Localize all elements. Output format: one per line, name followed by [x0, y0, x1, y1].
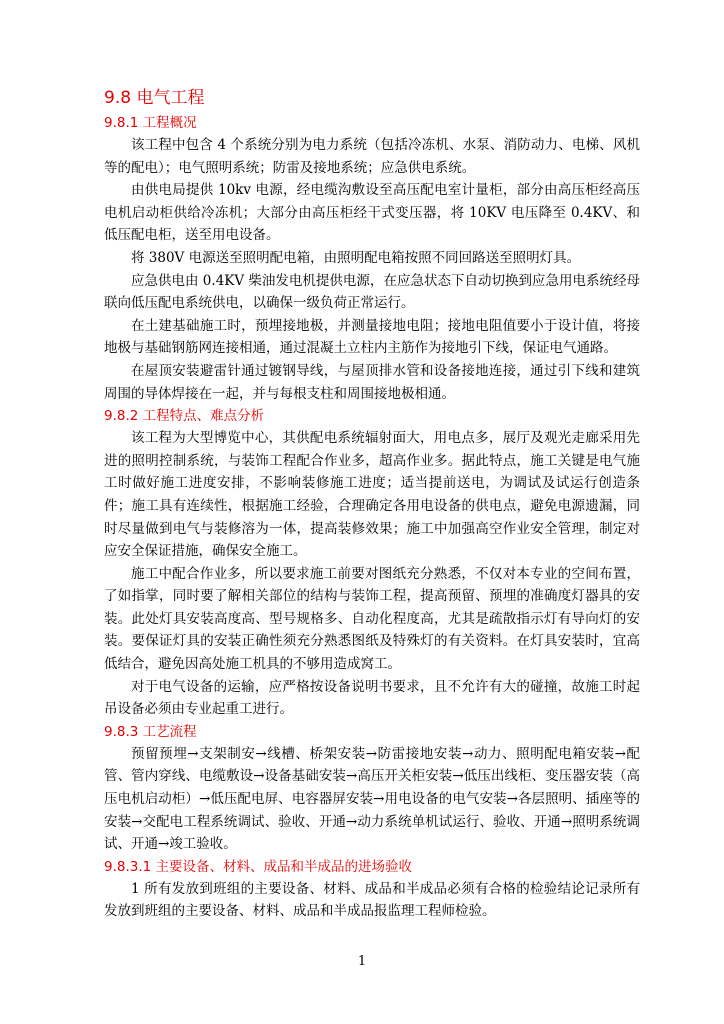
paragraph: 由供电局提供 10kv 电源，经电缆沟敷设至高压配电室计量柜，部分由高压柜经高压电机启动柜供给冷冻机；大部分由高压柜经干式变压器，将 10KV 电压降至 0.4KV、和低压配电柜，送至用电设备。: [104, 182, 640, 244]
paragraph: 施工中配合作业多，所以要求施工前要对图纸充分熟悉，不仅对本专业的空间布置，了如指掌，同时要了解相关部位的结构与装饰工程，提高预留、预埋的准确度灯器具的安装。此处灯具安装高度高、型号规格多、自动化程度高，尤其是疏散指示灯有导向灯的安装。要保证灯具的安装正确性须充分熟悉图纸及特殊灯的有关资料。在灯具安装时，宜高低结合，避免因高处施工机具的不够用造成窝工。: [104, 565, 640, 673]
section-title: 9.8 电气工程: [104, 88, 205, 108]
document-page: [104, 86, 640, 923]
paragraph: 在土建基础施工时，预埋接地极，并测量接地电阻；接地电阻值要小于设计值，将接地极与基础钢筋网连接相通，通过混凝土立柱内主筋作为接地引下线，保证电气通路。: [104, 317, 640, 357]
subsection-heading: 9.8.2 工程特点、难点分析: [104, 408, 265, 425]
subsection-heading: 9.8.1 工程概况: [104, 115, 197, 131]
paragraph: 对于电气设备的运输，应严格按设备说明书要求，且不允许有大的碰撞，故施工时起吊设备必须由专业起重工进行。: [104, 678, 640, 718]
subsection-heading: 9.8.3.1 主要设备、材料、成品和半成品的进场验收: [104, 858, 413, 875]
paragraph: 该工程为大型博览中心，其供配电系统辐射面大，用电点多，展厅及观光走廊采用先进的照明控制系统，与装饰工程配合作业多，超高作业多。据此特点，施工关键是电气施工时做好施工进度安排，不影响装修施工进度；适当提前送电，为调试及试运行创造条件；施工具有连续性，根据施工经验，合理确定各用电设备的供电点，避免电源遗漏，同时尽量做到电气与装修溶为一体，提高装修效果；施工中加强高空作业安全管理，制定对应安全保证措施，确保安全施工。: [104, 430, 640, 560]
page-number: 1: [357, 954, 367, 969]
paragraph: 该工程中包含 4 个系统分别为电力系统（包括冷冻机、水泵、消防动力、电梯、风机等的配电）；电气照明系统；防雷及接地系统；应急供电系统。: [104, 137, 640, 176]
subsection-heading: 9.8.3 工艺流程: [104, 723, 197, 740]
paragraph: 在屋顶安装避雷针通过镀钢导线，与屋顶排水管和设备接地连接，通过引下线和建筑周围的导体焊接在一起，并与每根支柱和周围接地极相通。: [104, 362, 640, 402]
paragraph: 将 380V 电源送至照明配电箱，由照明配电箱按照不同回路送至照明灯具。: [131, 249, 581, 266]
subsection-process: [104, 721, 640, 856]
paragraph: 1 所有发放到班组的主要设备、材料、成品和半成品必须有合格的检验结论记录所有发放到班组的主要设备、材料、成品和半成品报监理工程师检验。: [104, 880, 640, 920]
paragraph: 预留预埋→支架制安→线槽、桥架安装→防雷接地安装→动力、照明配电箱安装→配管、管内穿线、电缆敷设→设备基础安装→高压开关柜安装→低压出线柜、变压器安装（高压电机启动柜）→低压配电屏、电容器屏安装→用电设备的电气安装→各层照明、插座等的安装→交配电工程系统调试、验收、开通→动力系统单机试运行、验收、开通→照明系统调试、开通→竣工验收。: [104, 745, 640, 853]
paragraph: 应急供电由 0.4KV 柴油发电机提供电源，在应急状态下自动切换到应急用电系统经母联向低压配电系统供电，以确保一级负荷正常运行。: [104, 272, 640, 312]
subsection-overview: [104, 112, 640, 405]
subsection-acceptance: [104, 856, 640, 923]
subsection-features: [104, 405, 640, 721]
